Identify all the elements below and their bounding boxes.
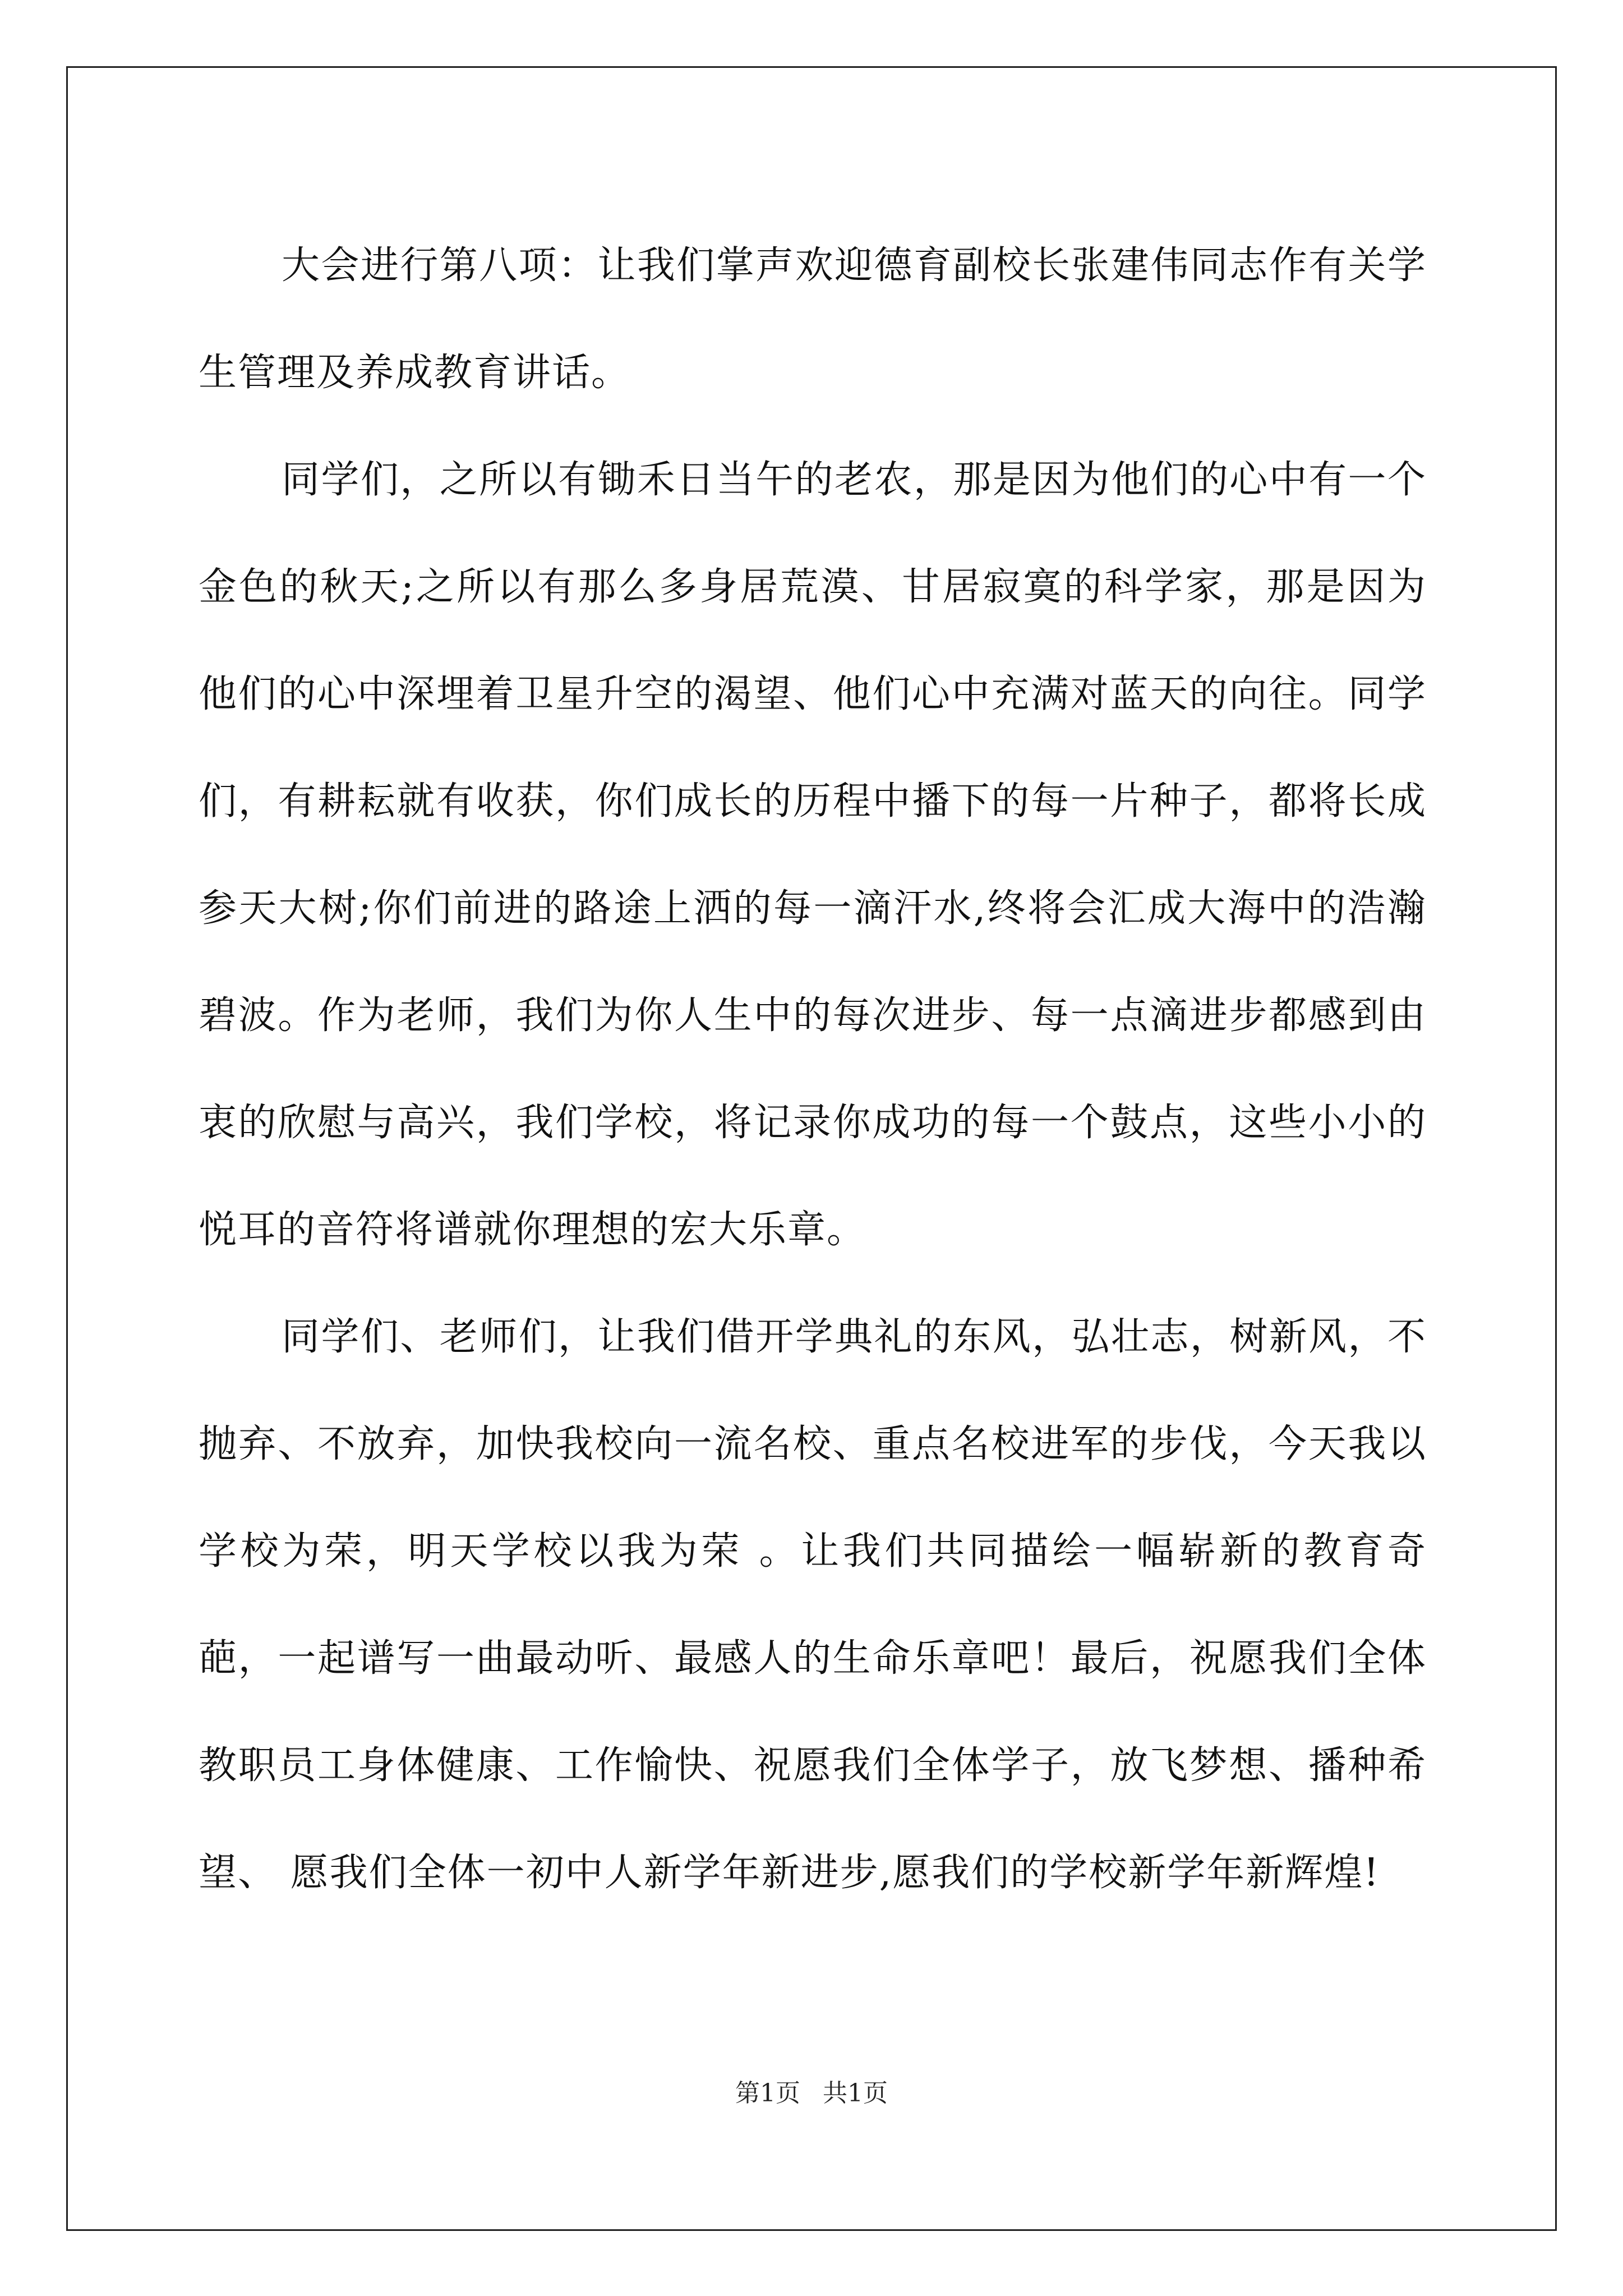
page-footer: [0, 2077, 1623, 2110]
paragraph-2: 同学们，之所以有锄禾日当午的老农，那是因为他们的心中有一个金色的秋天;之所以有那么多身居荒漠、甘居寂寞的科学家，那是因为他们的心中深埋着卫星升空的渴望、他们心中充满对蓝天的向往。同学们，有耕耘就有收获，你们成长的历程中播下的每一片种子，都将长成参天大树;你们前进的路途上洒的每一滴汗水,终将会汇成大海中的浩瀚碧波。作为老师，我们为你人生中的每次进步、每一点滴进步都感到由衷的欣慰与高兴，我们学校，将记录你成功的每一个鼓点，这些小小的悦耳的音符将谱就你理想的宏大乐章。: [199, 458, 1427, 1252]
page-number: 第1页: [735, 2079, 800, 2108]
page-total: 共1页: [823, 2079, 888, 2108]
paragraph-3: 同学们、老师们，让我们借开学典礼的东风，弘壮志，树新风，不抛弃、不放弃，加快我校向一流名校、重点名校进军的步伐，今天我以学校为荣，明天学校以我为荣 。让我们共同描绘一幅崭新的教育奇葩，一起谱写一曲最动听、最感人的生命乐章吧！最后，祝愿我们全体教职员工身体健康、工作愉快、祝愿我们全体学子，放飞梦想、播种希望、 愿我们全体一初中人新学年新进步,愿我们的学校新学年新辉煌!: [199, 1315, 1427, 1895]
paragraph-1: 大会进行第八项：让我们掌声欢迎德育副校长张建伟同志作有关学生管理及养成教育讲话。: [199, 243, 1427, 395]
document-body: [199, 212, 1427, 1926]
